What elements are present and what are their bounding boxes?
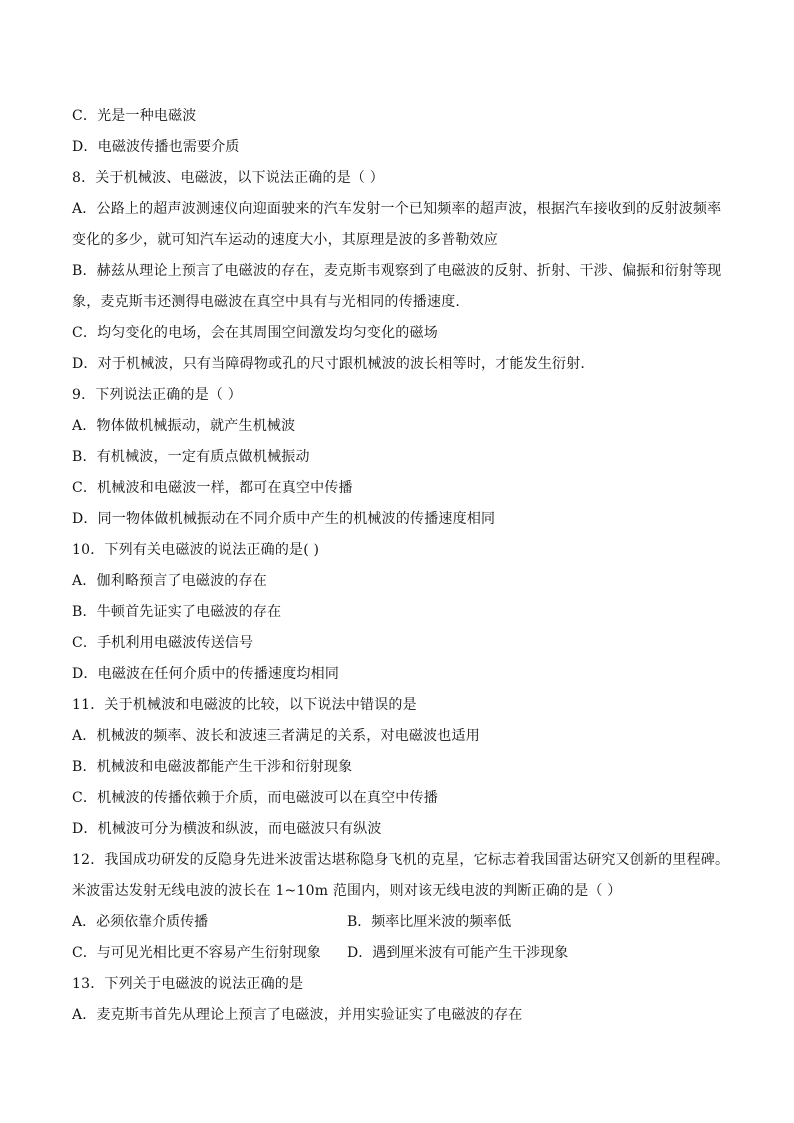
- text-line: D．电磁波传播也需要介质: [72, 139, 240, 155]
- text-line: A．麦克斯韦首先从理论上预言了电磁波，并用实验证实了电磁波的存在: [72, 1007, 523, 1023]
- text-line: D．对于机械波，只有当障碍物或孔的尺寸跟机械波的波长相等时，才能发生衍射.: [72, 356, 586, 372]
- question-13-stem: 13．下列关于电磁波的说法正确的是: [72, 976, 304, 992]
- question-12-stem: 12．我国成功研发的反隐身先进米波雷达堪称隐身飞机的克星，它标志着我国雷达研究又创新的里程碑。: [72, 852, 730, 868]
- option-b: B．频率比厘米波的频率低: [347, 914, 512, 930]
- question-11-stem: 11．关于机械波和电磁波的比较，以下说法中错误的是: [72, 697, 417, 713]
- option-c: C．与可见光相比更不容易产生衍射现象: [72, 945, 321, 961]
- text-line: A．公路上的超声波测速仪向迎面驶来的汽车发射一个已知频率的超声波，根据汽车接收到的反射波频率: [72, 201, 722, 217]
- text-line: A．机械波的频率、波长和波速三者满足的关系，对电磁波也适用: [72, 728, 480, 744]
- text-line: 变化的多少，就可知汽车运动的速度大小，其原理是波的多普勒效应: [72, 232, 498, 248]
- text-line: A．伽利略预言了电磁波的存在: [72, 573, 267, 589]
- text-line: B．机械波和电磁波都能产生干涉和衍射现象: [72, 759, 353, 775]
- question-9-stem: 9．下列说法正确的是（ ）: [72, 387, 242, 403]
- text-line: A．物体做机械振动，就产生机械波: [72, 418, 296, 434]
- text-line: D．同一物体做机械振动在不同介质中产生的机械波的传播速度相同: [72, 511, 496, 527]
- text-line: C．光是一种电磁波: [72, 108, 197, 124]
- option-a: A．必须依靠介质传播: [72, 914, 209, 930]
- text-line: D．机械波可分为横波和纵波，而电磁波只有纵波: [72, 821, 382, 837]
- text-line: 象，麦克斯韦还测得电磁波在真空中具有与光相同的传播速度.: [72, 294, 461, 310]
- question-8-stem: 8．关于机械波、电磁波，以下说法正确的是（ ）: [72, 170, 384, 186]
- options-row: [72, 907, 724, 938]
- option-d: D．遇到厘米波有可能产生干涉现象: [347, 945, 569, 961]
- text-line: B．牛顿首先证实了电磁波的存在: [72, 604, 282, 620]
- text-line: 米波雷达发射无线电波的波长在 1~10m 范围内，则对该无线电波的判断正确的是（ ）: [72, 883, 622, 899]
- text-line: D．电磁波在任何介质中的传播速度均相同: [72, 666, 340, 682]
- text-line: C．手机利用电磁波传送信号: [72, 635, 254, 651]
- text-line: C．机械波和电磁波一样，都可在真空中传播: [72, 480, 353, 496]
- text-line: C．均匀变化的电场，会在其周围空间激发均匀变化的磁场: [72, 325, 438, 341]
- question-10-stem: 10．下列有关电磁波的说法正确的是( ): [72, 542, 320, 558]
- text-line: B．有机械波，一定有质点做机械振动: [72, 449, 310, 465]
- text-line: C．机械波的传播依赖于介质，而电磁波可以在真空中传播: [72, 790, 438, 806]
- text-line: B．赫兹从理论上预言了电磁波的存在，麦克斯韦观察到了电磁波的反射、折射、干涉、偏振和衍射等现: [72, 263, 722, 279]
- options-row: [72, 938, 724, 969]
